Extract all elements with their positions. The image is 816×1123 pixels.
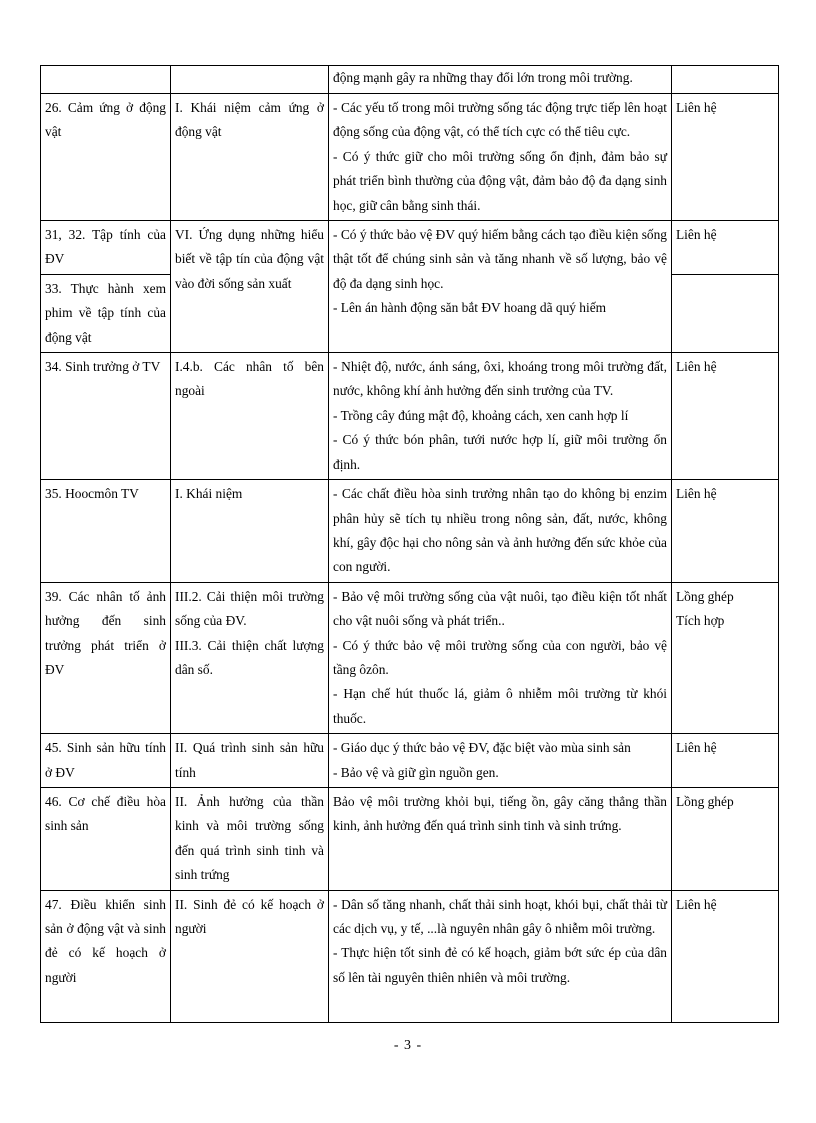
- activity-line: - Lên án hành động săn bắt ĐV hoang dã quý hiếm: [333, 300, 607, 316]
- method-label: Tích hợp: [676, 613, 725, 629]
- lesson-cell: 39. Các nhân tố ảnh hưởng đến sinh trưởng phát triển ở ĐV: [41, 582, 171, 733]
- lesson-cell: 34. Sinh trưởng ở TV: [41, 353, 171, 480]
- lesson-cell: 45. Sinh sản hữu tính ở ĐV: [41, 734, 171, 788]
- lesson-cell: 33. Thực hành xem phim về tập tính của động vật: [41, 274, 171, 352]
- content-cell: I.4.b. Các nhân tố bên ngoài: [171, 353, 329, 480]
- table-row: [41, 582, 779, 733]
- content-cell: [171, 582, 329, 733]
- activity-cell: [329, 890, 672, 1022]
- table-row: [41, 480, 779, 583]
- lesson-cell: 47. Điều khiển sinh sản ở động vật và sinh đẻ có kế hoạch ở người: [41, 890, 171, 1022]
- method-cell: [672, 66, 779, 94]
- content-cell: I. Khái niệm cảm ứng ở động vật: [171, 94, 329, 221]
- activity-line: - Có ý thức bảo vệ môi trường sống của con người, bảo vệ tầng ôzôn.: [333, 637, 667, 677]
- activity-line: - Có ý thức bón phân, tưới nước hợp lí, giữ môi trường ổn định.: [333, 432, 667, 472]
- content-cell: II. Sinh đẻ có kế hoạch ở người: [171, 890, 329, 1022]
- activity-line: - Thực hiện tốt sinh đẻ có kế hoạch, giảm bớt sức ép của dân số lên tài nguyên thiên nhiên và môi trường.: [333, 945, 667, 985]
- table-row: [41, 94, 779, 221]
- method-cell: [672, 582, 779, 733]
- method-cell: [672, 787, 779, 890]
- activity-cell: [329, 353, 672, 480]
- method-cell: [672, 734, 779, 788]
- activity-line: - Hạn chế hút thuốc lá, giảm ô nhiễm môi trường từ khói thuốc.: [333, 686, 667, 726]
- method-label: Lồng ghép: [676, 588, 734, 604]
- table-row: [41, 66, 779, 94]
- method-label: Liên hệ: [676, 896, 717, 912]
- activity-cell: [329, 66, 672, 94]
- lesson-cell: 26. Cảm ứng ở động vật: [41, 94, 171, 221]
- lesson-cell: [41, 66, 171, 94]
- content-line: III.2. Cải thiện môi trường sống của ĐV.: [175, 588, 324, 629]
- table-row: [41, 890, 779, 1022]
- activity-line: - Có ý thức bảo vệ ĐV quý hiếm bằng cách tạo điều kiện sống thật tốt để chúng sinh sản và tăng nhanh về số lượng, bảo vệ độ đa dạng sinh học.: [333, 227, 667, 291]
- content-cell: VI. Ứng dụng những hiểu biết về tập tín của động vật vào đời sống sản xuất: [171, 221, 329, 353]
- activity-cell: [329, 582, 672, 733]
- activity-line: - Trồng cây đúng mật độ, khoảng cách, xen canh hợp lí: [333, 407, 629, 423]
- method-label: Liên hệ: [676, 486, 717, 502]
- table-row: [41, 353, 779, 480]
- method-label: Liên hệ: [676, 100, 717, 115]
- method-label: Lồng ghép: [676, 793, 734, 809]
- method-cell: [672, 353, 779, 480]
- method-label: Liên hệ: [676, 227, 717, 243]
- lesson-cell: 31, 32. Tập tính của ĐV: [41, 221, 171, 275]
- activity-line: - Có ý thức giữ cho môi trường sống ổn định, đảm bảo sự phát triển bình thường của động vật, đảm bảo độ đa dạng sinh học, giữ cân bằng sinh thái.: [333, 148, 667, 213]
- activity-line: - Các chất điều hòa sinh trưởng nhân tạo do không bị enzim phân hủy sẽ tích tụ nhiều trong nông sản, đất, nước, không khí, gây độc hại cho nông sản và ảnh hưởng đến sức khỏe của con người.: [333, 486, 667, 575]
- content-line: III.3. Cải thiện chất lượng dân số.: [175, 637, 324, 677]
- activity-cell: [329, 734, 672, 788]
- activity-line: - Giáo dục ý thức bảo vệ ĐV, đặc biệt vào mùa sinh sản: [333, 740, 631, 756]
- method-cell: [672, 94, 779, 221]
- table-row: [41, 221, 779, 275]
- method-cell: [672, 274, 779, 352]
- content-cell: II. Quá trình sinh sản hữu tính: [171, 734, 329, 788]
- activity-line: động mạnh gây ra những thay đổi lớn trong môi trường.: [333, 70, 633, 85]
- method-cell: [672, 221, 779, 275]
- table-row: [41, 787, 779, 890]
- method-cell: [672, 480, 779, 583]
- content-cell: I. Khái niệm: [171, 480, 329, 583]
- page-number: - 3 -: [393, 1038, 423, 1053]
- activity-line: - Bảo vệ môi trường sống của vật nuôi, tạo điều kiện tốt nhất cho vật nuôi sống và phát triển..: [333, 588, 667, 629]
- content-cell: II. Ảnh hưởng của thần kinh và môi trường sống đến quá trình sinh tinh và sinh trứng: [171, 787, 329, 890]
- activity-cell: [329, 221, 672, 353]
- activity-cell: [329, 480, 672, 583]
- activity-line: - Các yếu tố trong môi trường sống tác động trực tiếp lên hoạt động sống của động vật, có thể tích cực có thể tiêu cực.: [333, 100, 667, 140]
- method-label: Liên hệ: [676, 740, 717, 756]
- method-cell: [672, 890, 779, 1022]
- lesson-cell: 35. Hoocmôn TV: [41, 480, 171, 583]
- activity-cell: [329, 94, 672, 221]
- activity-cell: [329, 787, 672, 890]
- activity-line: - Dân số tăng nhanh, chất thải sinh hoạt, khói bụi, chất thải từ các dịch vụ, y tế, ...là nguyên nhân gây ô nhiễm môi trường.: [333, 896, 667, 936]
- activity-line: - Bảo vệ và giữ gìn nguồn gen.: [333, 764, 499, 780]
- lesson-cell: 46. Cơ chế điều hòa sinh sản: [41, 787, 171, 890]
- activity-line: Bảo vệ môi trường khỏi bụi, tiếng ồn, gây căng thẳng thần kinh, ảnh hưởng đến quá trình sinh tinh và sinh trứng.: [333, 793, 667, 834]
- curriculum-table: [40, 65, 779, 1023]
- content-cell: [171, 66, 329, 94]
- activity-line: - Nhiệt độ, nước, ánh sáng, ôxi, khoáng trong môi trường đất, nước, không khí ảnh hưởng đến sinh trưởng của TV.: [333, 359, 667, 399]
- method-label: Liên hệ: [676, 359, 717, 375]
- table-row: [41, 734, 779, 788]
